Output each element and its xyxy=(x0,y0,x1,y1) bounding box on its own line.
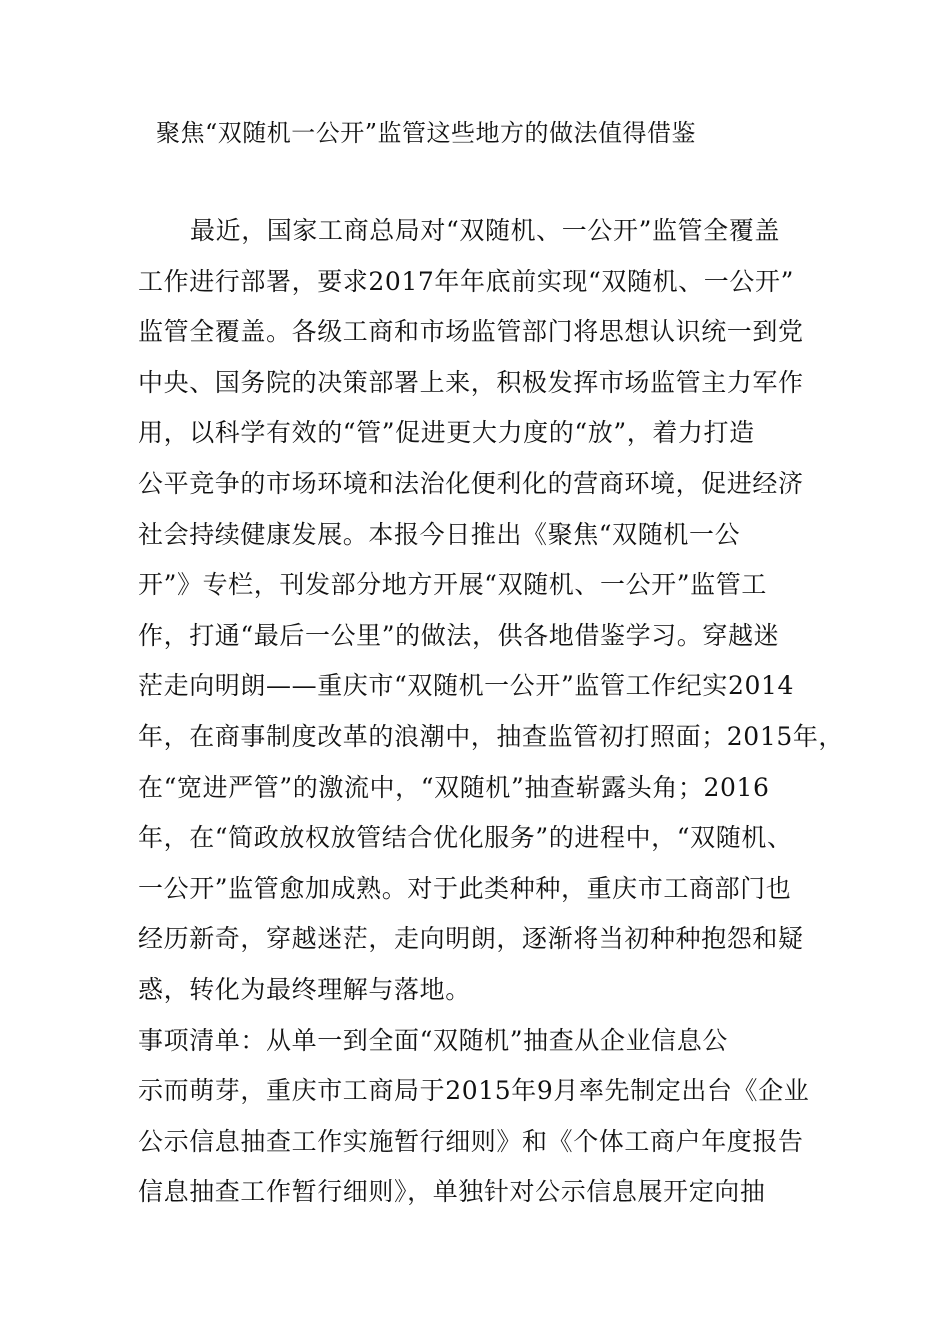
body-line: 一公开”监管愈加成熟。对于此类种种，重庆市工商部门也 xyxy=(138,873,792,903)
body-line: 事项清单：从单一到全面“双随机”抽查从企业信息公 xyxy=(138,1025,728,1055)
body-line: 经历新奇，穿越迷茫，走向明朗，逐渐将当初种种抱怨和疑 xyxy=(138,924,804,954)
document-title: 聚焦“双随机一公开”监管这些地方的做法值得借鉴 xyxy=(156,119,697,147)
body-line: 公示信息抽查工作实施暂行细则》和《个体工商户年度报告 xyxy=(138,1126,804,1156)
body-line: 信息抽查工作暂行细则》，单独针对公示信息展开定向抽 xyxy=(138,1177,766,1207)
body-line: 公平竞争的市场环境和法治化便利化的营商环境，促进经济 xyxy=(138,468,804,498)
body-line: 监管全覆盖。各级工商和市场监管部门将思想认识统一到党 xyxy=(138,317,804,347)
body-line: 工作进行部署，要求2017年年底前实现“双随机、一公开” xyxy=(138,266,794,296)
body-line: 惑，转化为最终理解与落地。 xyxy=(138,974,471,1004)
body-line: 年，在商事制度改革的浪潮中，抽查监管初打照面；2015年， xyxy=(138,721,845,751)
body-line: 最近，国家工商总局对“双随机、一公开”监管全覆盖 xyxy=(190,216,780,245)
document-body xyxy=(138,206,845,1218)
body-line: 用，以科学有效的“管”促进更大力度的“放”，着力打造 xyxy=(138,418,755,448)
body-line: 开”》专栏，刊发部分地方开展“双随机、一公开”监管工 xyxy=(138,570,767,600)
body-line: 茫走向明朗——重庆市“双随机一公开”监管工作纪实2014 xyxy=(138,671,794,701)
body-line: 社会持续健康发展。本报今日推出《聚焦“双随机一公 xyxy=(138,519,741,549)
body-line: 在“宽进严管”的激流中，“双随机”抽查崭露头角；2016 xyxy=(138,772,770,802)
body-line: 作，打通“最后一公里”的做法，供各地借鉴学习。穿越迷 xyxy=(138,620,780,650)
body-line: 年，在“简政放权放管结合优化服务”的进程中，“双随机、 xyxy=(138,823,793,853)
body-line: 中央、国务院的决策部署上来，积极发挥市场监管主力军作 xyxy=(138,367,804,397)
body-line: 示而萌芽，重庆市工商局于2015年9月率先制定出台《企业 xyxy=(138,1076,810,1106)
